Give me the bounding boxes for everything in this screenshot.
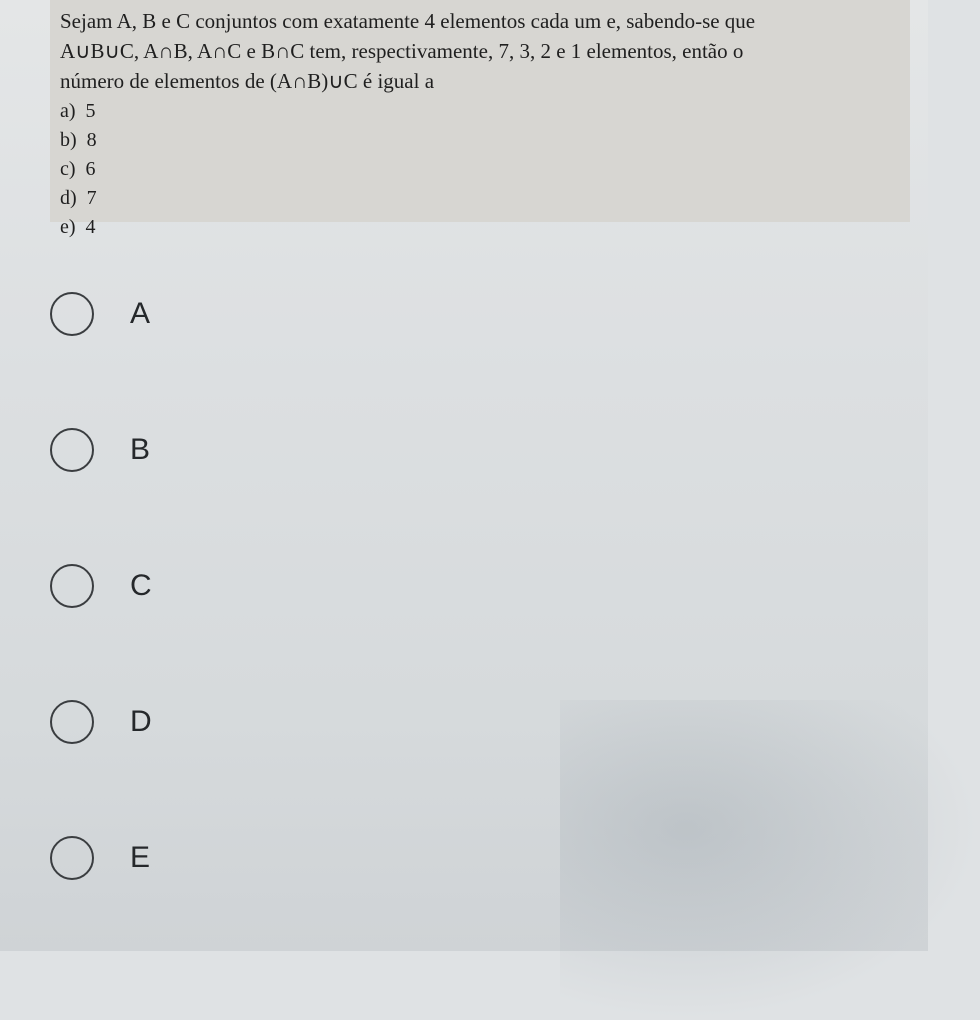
option-label: E [130,841,151,874]
radio-button-icon[interactable] [50,564,94,608]
answer-choice-d [60,184,97,213]
background-shadow [560,700,980,1020]
answer-choice-e-cropped [60,213,96,238]
answer-choice-a [60,97,97,126]
choice-letter: d) [60,187,77,209]
question-image [50,0,910,238]
choice-value: 4 [85,216,96,238]
statement-line-3: número de elementos de (A∩B)∪C é igual a [60,69,435,93]
choice-letter: a) [60,100,76,122]
statement-line-1: Sejam A, B e C conjuntos com exatamente 4 elementos cada um e, sabendo-se que [60,9,756,33]
option-label: B [130,433,151,466]
radio-button-icon[interactable] [50,836,94,880]
option-label: C [130,569,152,602]
option-label: A [130,297,151,330]
answer-choice-c [60,155,97,184]
statement-line-2: A∪B∪C, A∩B, A∩C e B∩C tem, respectivamente, 7, 3, 2 e 1 elementos, então o [60,39,744,63]
choice-letter: c) [60,158,76,180]
choice-value: 8 [86,129,97,151]
question-statement [60,6,905,96]
radio-button-icon[interactable] [50,428,94,472]
answer-choice-list [60,97,97,238]
choice-value: 5 [85,100,96,122]
option-label: D [130,705,152,738]
choice-value: 6 [85,158,96,180]
choice-value: 7 [86,187,97,209]
choice-letter: b) [60,129,77,151]
radio-button-icon[interactable] [50,292,94,336]
choice-letter: e) [60,216,76,238]
radio-button-icon[interactable] [50,700,94,744]
answer-choice-b [60,126,97,155]
